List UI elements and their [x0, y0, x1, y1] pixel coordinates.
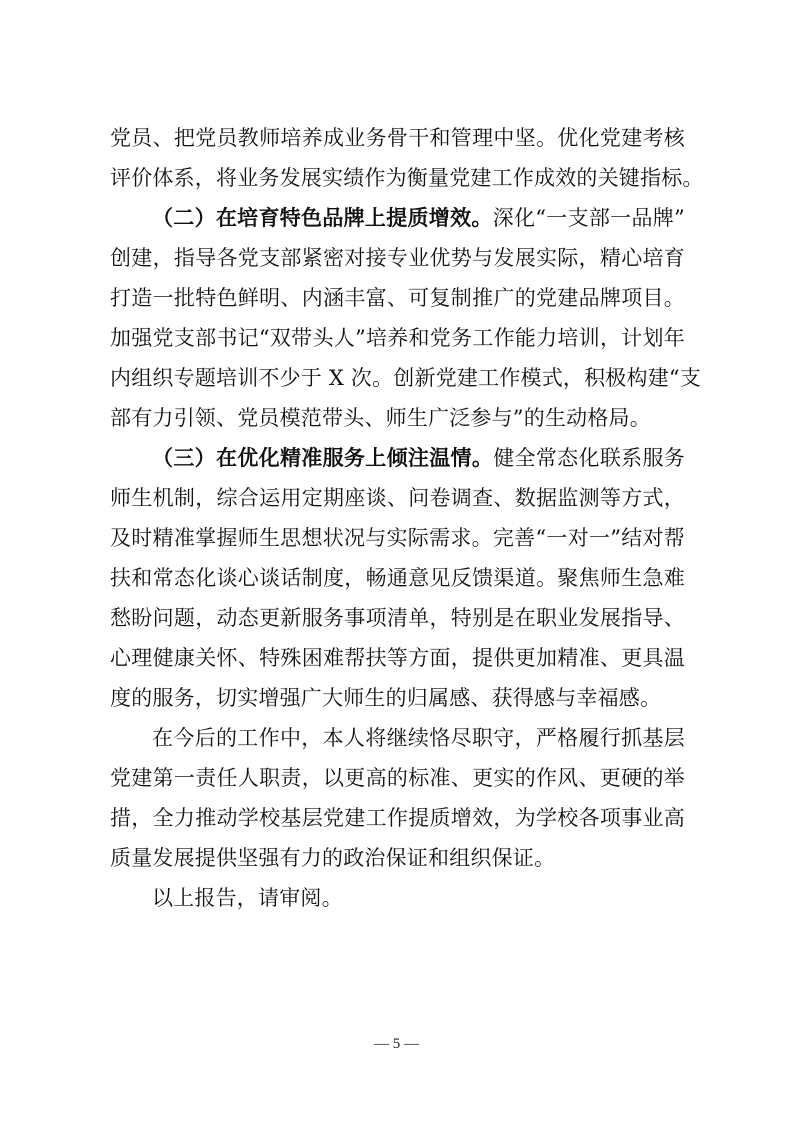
paragraph-line: 扶和常态化谈心谈话制度，畅通意见反馈渠道。聚焦师生急难 — [110, 566, 685, 590]
paragraph-line: 措，全力推动学校基层党建工作提质增效，为学校各项事业高 — [110, 806, 685, 830]
paragraph-line: 及时精准掌握师生思想状况与实际需求。完善“一对一”结对帮 — [110, 526, 685, 550]
page-number: — 5 — — [374, 1036, 419, 1052]
paragraph-line: 创建，指导各党支部紧密对接专业优势与发展实际，精心培育 — [110, 246, 685, 270]
paragraph-line — [152, 198, 685, 238]
paragraph-line: 评价体系，将业务发展实绩作为衡量党建工作成效的关键指标。 — [110, 166, 704, 190]
paragraph-text: 深化“一支部一品牌” — [492, 206, 685, 230]
paragraph-line: 党员、把党员教师培养成业务骨干和管理中坚。优化党建考核 — [110, 126, 685, 150]
paragraph-line: 内组织专题培训不少于 X 次。创新党建工作模式，积极构建“支 — [110, 366, 702, 390]
paragraph-line: 师生机制，综合运用定期座谈、问卷调查、数据监测等方式， — [110, 486, 685, 510]
section-heading-2: （二）在培育特色品牌上提质增效。 — [152, 205, 493, 230]
paragraph-line: 质量发展提供坚强有力的政治保证和组织保证。 — [110, 846, 556, 870]
paragraph-line: 部有力引领、党员模范带头、师生广泛参与”的生动格局。 — [110, 406, 651, 430]
paragraph-line: 在今后的工作中，本人将继续恪尽职守，严格履行抓基层 — [152, 726, 685, 750]
section-heading-3: （三）在优化精准服务上倾注温情。 — [152, 445, 494, 470]
paragraph-line: 打造一批特色鲜明、内涵丰富、可复制推广的党建品牌项目。 — [110, 286, 685, 310]
paragraph-line: 心理健康关怀、特殊困难帮扶等方面，提供更加精准、更具温 — [110, 646, 685, 670]
paragraph-line — [152, 438, 685, 478]
paragraph-line: 党建第一责任人职责，以更高的标准、更实的作风、更硬的举 — [110, 766, 685, 790]
paragraph-line: 愁盼问题，动态更新服务事项清单，特别是在职业发展指导、 — [110, 606, 685, 630]
paragraph-text: 健全常态化联系服务 — [493, 446, 685, 470]
paragraph-line: 加强党支部书记“双带头人”培养和党务工作能力培训，计划年 — [110, 326, 685, 350]
paragraph-line: 度的服务，切实增强广大师生的归属感、获得感与幸福感。 — [110, 686, 662, 710]
closing-line: 以上报告，请审阅。 — [152, 886, 343, 910]
